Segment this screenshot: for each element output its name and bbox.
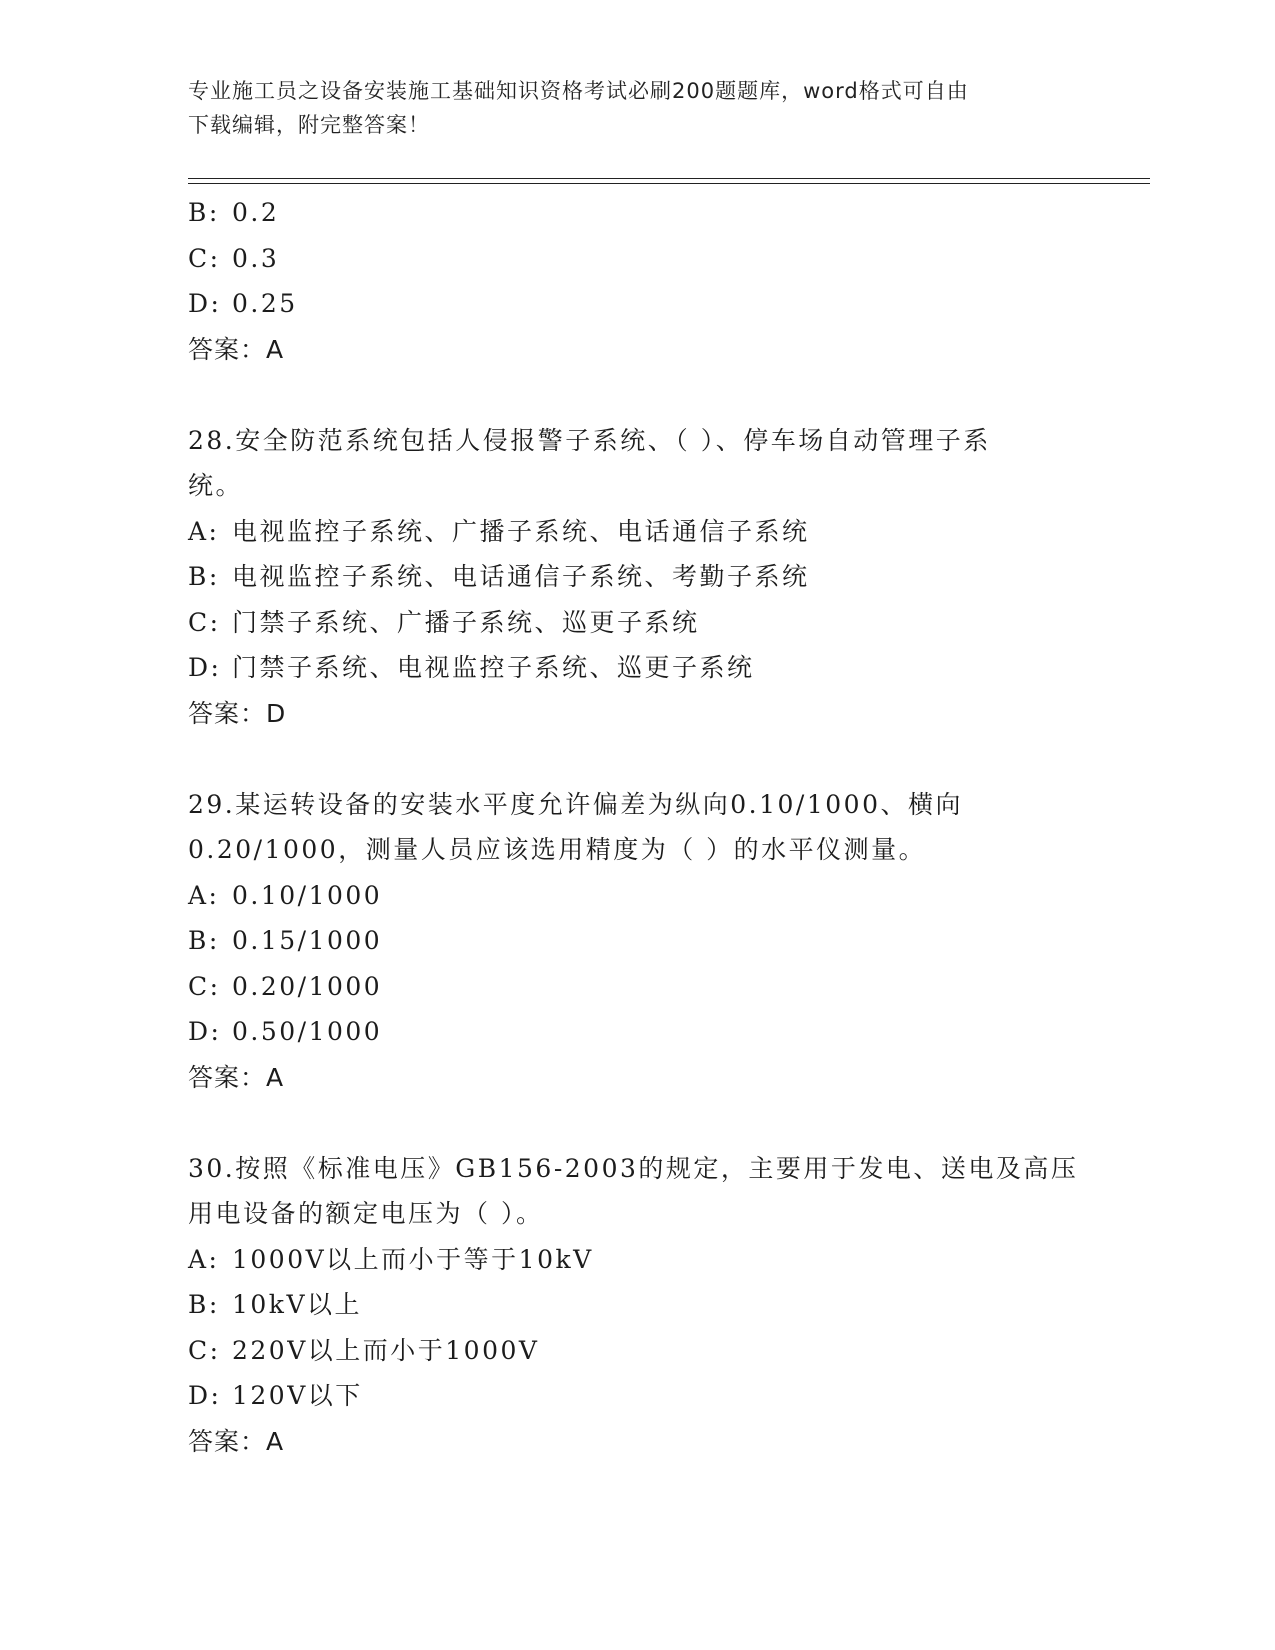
option-label: B:: [188, 1290, 220, 1319]
option-text: 电视监控子系统、电话通信子系统、考勤子系统: [232, 562, 810, 591]
option-label: B:: [188, 926, 220, 955]
option-c: [188, 1328, 1088, 1374]
option-label: B:: [188, 198, 220, 227]
option-label: D:: [188, 289, 222, 318]
answer-line: 答案：D: [188, 698, 287, 728]
question-stem-line: 29.某运转设备的安装水平度允许偏差为纵向0.10/1000、横向: [188, 789, 963, 819]
header-line-1: 专业施工员之设备安装施工基础知识资格考试必刷200题题库，word格式可自由: [188, 79, 969, 103]
answer-line: 答案：A: [188, 334, 285, 364]
option-text: 220V以上而小于1000V: [232, 1335, 540, 1365]
option-c: [188, 600, 1088, 646]
option-a: [188, 509, 1088, 555]
option-a: [188, 873, 1088, 919]
question-stem-line: 28.安全防范系统包括人侵报警子系统、（ ）、停车场自动管理子系: [188, 425, 991, 455]
option-label: A:: [188, 516, 220, 546]
question-stem-line: 统。: [188, 471, 244, 500]
option-b: [188, 1282, 1088, 1328]
option-text: 0.2: [232, 198, 280, 227]
spacer: [188, 1100, 1088, 1146]
question-stem-line: 30.按照《标准电压》GB156-2003的规定，主要用于发电、送电及高压: [188, 1153, 1079, 1183]
option-text: 0.10/1000: [232, 880, 383, 910]
option-text: 1000V以上而小于等于10kV: [232, 1244, 594, 1274]
page-header: [188, 74, 1068, 142]
option-label: D:: [188, 1381, 222, 1410]
question-29: [188, 782, 1088, 1101]
option-a: [188, 1237, 1088, 1283]
header-divider-bottom: [188, 183, 1150, 184]
question-30: [188, 1146, 1088, 1465]
header-line-2: 下载编辑，附完整答案！: [188, 113, 430, 137]
option-text: 电视监控子系统、广播子系统、电话通信子系统: [232, 516, 810, 546]
option-text: 0.50/1000: [232, 1017, 383, 1046]
question-continued: [188, 190, 1088, 372]
option-label: B:: [188, 562, 220, 591]
option-label: A:: [188, 1244, 220, 1274]
option-d: [188, 281, 1088, 327]
option-label: C:: [188, 607, 221, 637]
question-stem-line: 0.20/1000，测量人员应该选用精度为（ ）的水平仪测量。: [188, 835, 927, 864]
option-c: [188, 964, 1088, 1010]
option-text: 门禁子系统、电视监控子系统、巡更子系统: [232, 653, 755, 682]
option-label: C:: [188, 1335, 221, 1365]
option-label: C:: [188, 971, 221, 1001]
option-text: 10kV以上: [232, 1290, 363, 1319]
option-label: C:: [188, 243, 221, 273]
question-list: [188, 190, 1088, 1464]
option-d: [188, 1009, 1088, 1055]
option-label: D:: [188, 1017, 222, 1046]
option-text: 0.25: [232, 289, 298, 318]
spacer: [188, 736, 1088, 782]
option-d: [188, 645, 1088, 691]
option-d: [188, 1373, 1088, 1419]
option-text: 0.3: [232, 243, 280, 273]
answer-line: 答案：A: [188, 1062, 285, 1092]
spacer: [188, 372, 1088, 418]
option-text: 0.20/1000: [232, 971, 383, 1001]
option-b: [188, 918, 1088, 964]
question-stem-line: 用电设备的额定电压为（ ）。: [188, 1199, 544, 1228]
option-b: [188, 554, 1088, 600]
option-text: 0.15/1000: [232, 926, 383, 955]
option-text: 门禁子系统、广播子系统、巡更子系统: [232, 607, 700, 637]
option-label: D:: [188, 653, 222, 682]
option-label: A:: [188, 880, 220, 910]
header-divider-top: [188, 178, 1150, 179]
option-c: [188, 236, 1088, 282]
option-text: 120V以下: [232, 1381, 363, 1410]
answer-line: 答案：A: [188, 1426, 285, 1456]
question-28: [188, 418, 1088, 737]
option-b: [188, 190, 1088, 236]
